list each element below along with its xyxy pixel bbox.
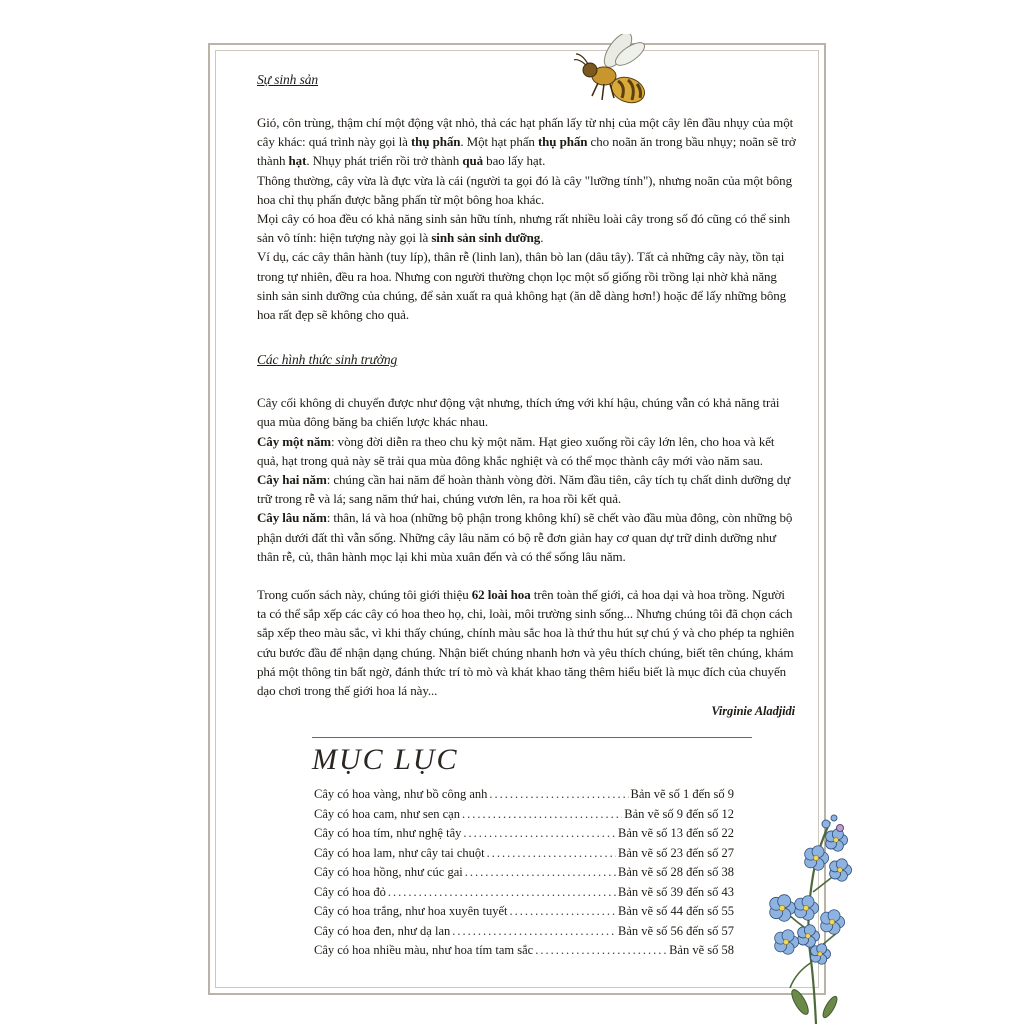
paragraph-vegetative: [257, 209, 797, 247]
toc-leader-dots: [462, 807, 622, 822]
toc-leader-dots: [463, 826, 616, 841]
toc-label: Cây có hoa vàng, như bồ công anh: [314, 787, 488, 801]
toc-plate-ref: Bản vẽ số 1 đến số 9: [630, 787, 734, 801]
blossom: [826, 829, 848, 852]
paragraph-pollination: [257, 113, 797, 171]
section-heading-reproduction: Sự sinh sản: [257, 72, 319, 87]
paragraph-book-intro: Trong cuốn sách này, chúng tôi giới thiệu 62 loài hoa trên toàn thế giới, cả hoa dại và hoa trồng. Người ta có thể sắp xếp các cây có hoa theo họ, chi, loài, môi trường sinh sống... Nhưng chúng tôi đã chọn cách sắp xếp theo màu sắc, vì khi thấy chúng, chính màu sắc hoa là thứ thu hút sự chú ý và cho phép ta nghiên cứu bước đầu để nhận dạng chúng. Nhận biết chúng nhanh hơn và yêu thích chúng, biết tên chúng, khám phá một thông tin bất ngờ, đánh thức trí tò mò và khát khao tăng thêm hiểu biết là mục đích của chuyến dạo chơi trong thế giới hoa lá này...: [257, 587, 795, 699]
blossom: [811, 944, 831, 964]
paragraph-annual: [257, 432, 797, 470]
text-run: . Một hạt phấn: [460, 134, 538, 150]
blossom: [798, 925, 820, 948]
toc-plate-ref: Bản vẽ số 58: [669, 943, 734, 957]
blossom: [805, 846, 829, 871]
bold-term: quả: [462, 153, 484, 169]
toc-divider: [312, 737, 752, 738]
annual-label: Cây một năm: [257, 433, 332, 449]
toc-label: Cây có hoa đen, như dạ lan: [314, 923, 451, 938]
toc-leader-dots: [388, 885, 616, 900]
paragraph-biennial: [257, 470, 797, 508]
forget-me-not-flower-icon: [756, 812, 856, 1024]
text-run: bao lấy hạt.: [483, 153, 546, 169]
toc-leader-dots: [510, 904, 617, 919]
toc-label: Cây có hoa cam, như sen cạn: [314, 806, 460, 821]
toc-plate-ref: Bản vẽ số 9 đến số 12: [624, 806, 734, 821]
paragraph-growth-intro: Cây cối không di chuyển được như động vật nhưng, thích ứng với khí hậu, chúng vẫn có khả năng trải qua mùa đông băng ba chiến lược khác nhau.: [257, 395, 780, 430]
blossom: [821, 910, 845, 935]
toc-row: [314, 807, 734, 827]
toc-row: [314, 787, 734, 807]
blossom: [795, 896, 819, 921]
paragraph-perennial: [257, 508, 797, 566]
toc-leader-dots: [535, 943, 667, 958]
toc-label: Cây có hoa trắng, như hoa xuyên tuyết: [314, 904, 508, 918]
blossom: [775, 930, 799, 955]
bold-term: thụ phấn: [410, 134, 461, 150]
toc-label: Cây có hoa hồng, như cúc gai: [314, 865, 463, 879]
toc-label: Cây có hoa đỏ: [314, 884, 386, 899]
toc-row: [314, 826, 734, 846]
toc-plate-ref: Bản vẽ số 28 đến số 38: [618, 865, 734, 879]
toc-plate-ref: Bản vẽ số 56 đến số 57: [618, 923, 734, 938]
flower-count: 62 loài hoa: [471, 587, 531, 603]
toc-row: [314, 943, 734, 963]
perennial-label: Cây lâu năm: [257, 510, 327, 526]
text-run: cho noãn ăn trong bầu nhụy; noãn sẽ trở thành: [257, 134, 796, 169]
toc-leader-dots: [489, 787, 628, 802]
toc-leader-dots: [452, 924, 616, 939]
paragraph-examples: Ví dụ, các cây thân hành (tuy líp), thân rễ (linh lan), thân bò lan (dâu tây). Tất cả những cây này, tồn tại trong tự nhiên, đều ra hoa. Nhưng con người thường chọn lọc một số giống rồi trồng lại nhờ khả năng sinh sản sinh dưỡng của chúng, để sản xuất ra quả không hạt (ăn dễ dàng hơn!) hoặc để lấy những bông hoa rất đẹp sẽ không cho quả.: [257, 249, 787, 323]
toc-row: [314, 865, 734, 885]
blossom: [830, 859, 852, 882]
author-signature: Virginie Aladjidi: [711, 704, 795, 719]
toc-leader-dots: [487, 846, 616, 861]
toc-title: MỤC LỤC: [312, 743, 459, 776]
toc-row: [314, 885, 734, 905]
text-run: Mọi cây có hoa đều có khả năng sinh sản hữu tính, nhưng rất nhiều loài cây trong số đó cũng có thể sinh sản vô tính: hiện tượng này gọi là: [257, 211, 791, 246]
text-run: .: [540, 230, 544, 246]
toc-plate-ref: Bản vẽ số 13 đến số 22: [618, 826, 734, 840]
text-run: Gió, côn trùng, thậm chí một động vật nhỏ, thả các hạt phấn lấy từ nhị của một cây lên đầu nhụy của một cây khác: quá trình này gọi là: [257, 115, 794, 150]
bold-term: sinh sản sinh dưỡng: [431, 230, 541, 246]
toc-row: [314, 924, 734, 944]
bold-term: thụ phấn: [537, 134, 588, 150]
toc-leader-dots: [465, 865, 616, 880]
biennial-text: : chúng cần hai năm để hoàn thành vòng đời. Năm đầu tiên, cây tích tụ chất dinh dưỡng dự trữ trong rễ và lá; sang năm thứ hai, chúng vươn lên, ra hoa rồi kết quả.: [257, 472, 791, 507]
section-heading-growth: Các hình thức sinh trưởng: [257, 352, 398, 368]
toc-row: [314, 904, 734, 924]
toc-label: Cây có hoa tím, như nghệ tây: [314, 826, 462, 840]
toc-plate-ref: Bản vẽ số 23 đến số 27: [618, 845, 734, 860]
paragraph-hermaphrodite: Thông thường, cây vừa là đực vừa là cái (người ta gọi đó là cây "lưỡng tính"), nhưng noãn của một bông hoa chỉ thụ phấn được bằng phấn từ một bông hoa khác.: [257, 172, 792, 207]
biennial-label: Cây hai năm: [257, 472, 327, 488]
toc-plate-ref: Bản vẽ số 39 đến số 43: [618, 884, 734, 899]
preface-content: [257, 70, 797, 721]
toc-label: Cây có hoa lam, như cây tai chuột: [314, 845, 485, 860]
toc-plate-ref: Bản vẽ số 44 đến số 55: [618, 904, 734, 918]
text-run: . Nhụy phát triển rồi trở thành: [306, 153, 463, 169]
toc-row: [314, 846, 734, 866]
annual-text: : vòng đời diễn ra theo chu kỳ một năm. Hạt gieo xuống rồi cây lớn lên, cho hoa và kết quả, hạt trong quả này sẽ trải qua mùa đông khắc nghiệt và có thể mọc thành cây mới vào năm sau.: [257, 433, 775, 468]
bold-term: hạt: [288, 153, 307, 169]
toc-label: Cây có hoa nhiều màu, như hoa tím tam sắc: [314, 943, 534, 957]
table-of-contents: [314, 787, 734, 963]
perennial-text: : thân, lá và hoa (những bộ phận trong không khí) sẽ chết vào đầu mùa đông, còn những bộ phận dưới đất thì vẫn sống. Những cây lâu năm có bộ rễ đơn giản hay cơ quan dự trữ dinh dưỡng như thân rễ, củ, thân hành mọc lại khi mùa xuân đến và có thể sống lâu năm.: [257, 510, 793, 564]
